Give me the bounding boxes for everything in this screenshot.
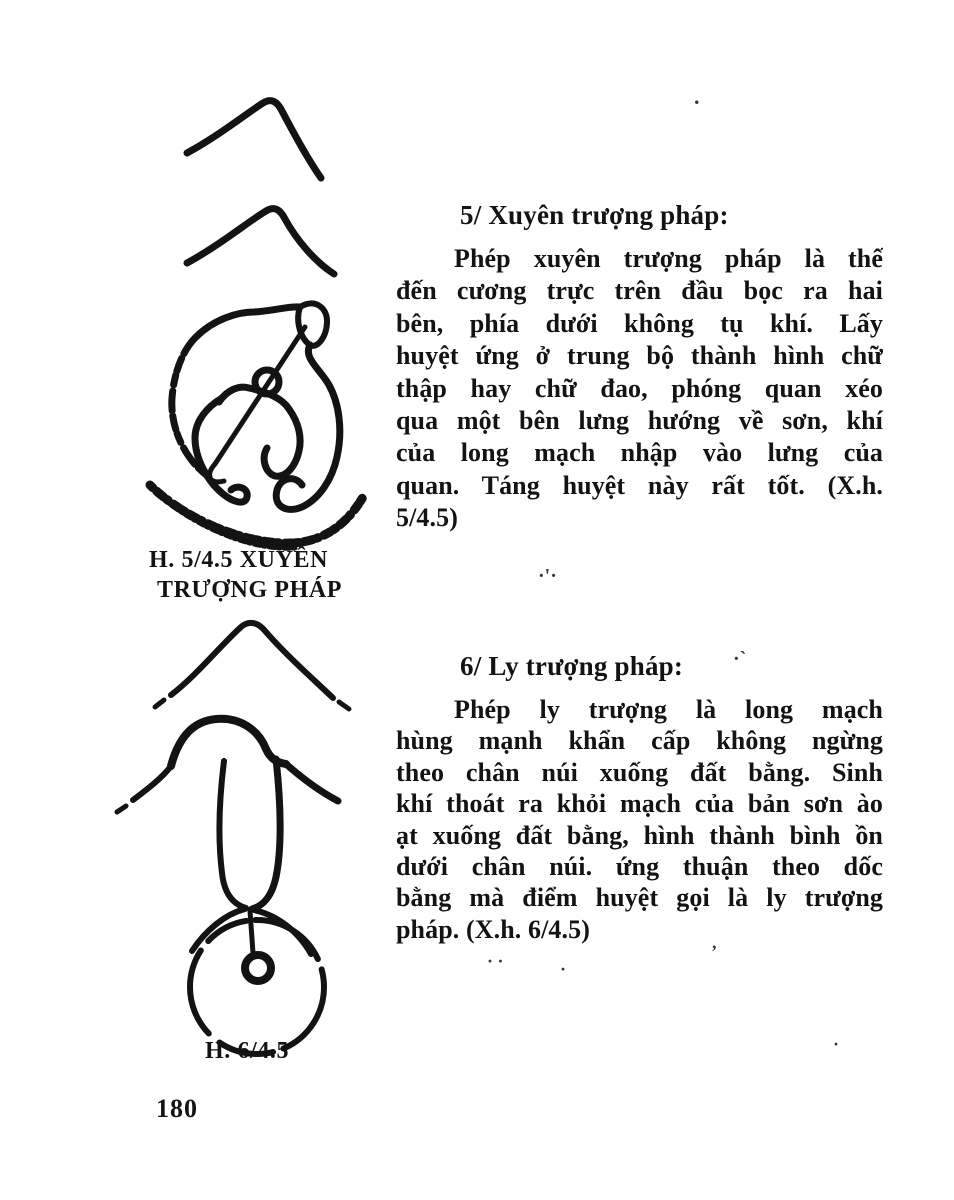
scan-artifact: , [712,932,717,952]
text-line: 5/4.5) [396,503,458,533]
scan-artifact: . [694,84,700,109]
mountain-peak-icon [155,623,349,709]
section-6-text [396,648,883,945]
text-line: qua một bên lưng hướng về sơn, khí [396,405,883,435]
scan-artifact: · · [487,951,504,971]
text-line: bằng mà điểm huyệt gọi là ly trượng [396,883,883,913]
dragon-vein-swirl-icon [150,303,363,548]
text-line: huyệt ứng ở trung bộ thành hình chữ [396,341,883,371]
text-line: pháp. (X.h. 6/4.5) [396,914,590,944]
text-line: thập hay chữ đao, phóng quan xéo [396,373,883,403]
page-number: 180 [156,1094,198,1123]
text-line: Phép xuyên trượng pháp là thế [454,244,883,273]
bulb-outline [190,920,324,1054]
caption-line: TRƯỢNG PHÁP [157,577,343,603]
text-line: bên, phía dưới không tụ khí. Lấy [396,308,883,338]
scan-artifact: ·` [733,648,747,670]
text-line: theo chân núi xuống đất bằng. Sinh [396,757,883,787]
text-line: ạt xuống đất bằng, hình thành bình ồn [396,820,883,850]
burial-point-ring [245,955,271,981]
connector-line [250,911,253,953]
text-line: dưới chân núi. ứng thuận theo dốc [396,851,883,881]
text-line: quan. Táng huyệt này rất tốt. (X.h. [396,470,883,500]
figure-5-4-5-caption [149,545,342,605]
gourd-vein-icon [117,719,338,1054]
text-line: khí thoát ra khỏi mạch của bản sơn ào [396,789,883,819]
scan-artifact: · [560,959,567,979]
text-line: đến cương trực trên đầu bọc ra hai [396,276,883,306]
mountain-ridge-icon [187,101,334,274]
text-line: của long mạch nhập vào lưng của [396,438,883,468]
scan-artifact: · [833,1034,840,1054]
section-6-heading: 6/ Ly trượng pháp: [460,651,684,681]
section-5-heading: 5/ Xuyên trượng pháp: [460,200,729,230]
figure-5-4-5-drawing [125,85,415,560]
scan-artifact: ·'· [538,565,557,587]
figure-6-4-5-caption: H. 6/4.5 [205,1038,290,1064]
section-5-text [396,200,883,535]
text-line: hùng mạnh khẩn cấp không ngừng [396,726,883,756]
caption-line: H. 5/4.5 XUYÊN [149,547,329,573]
figure-6-4-5-drawing [105,615,405,1075]
text-line: Phép ly trượng là long mạch [454,695,883,724]
